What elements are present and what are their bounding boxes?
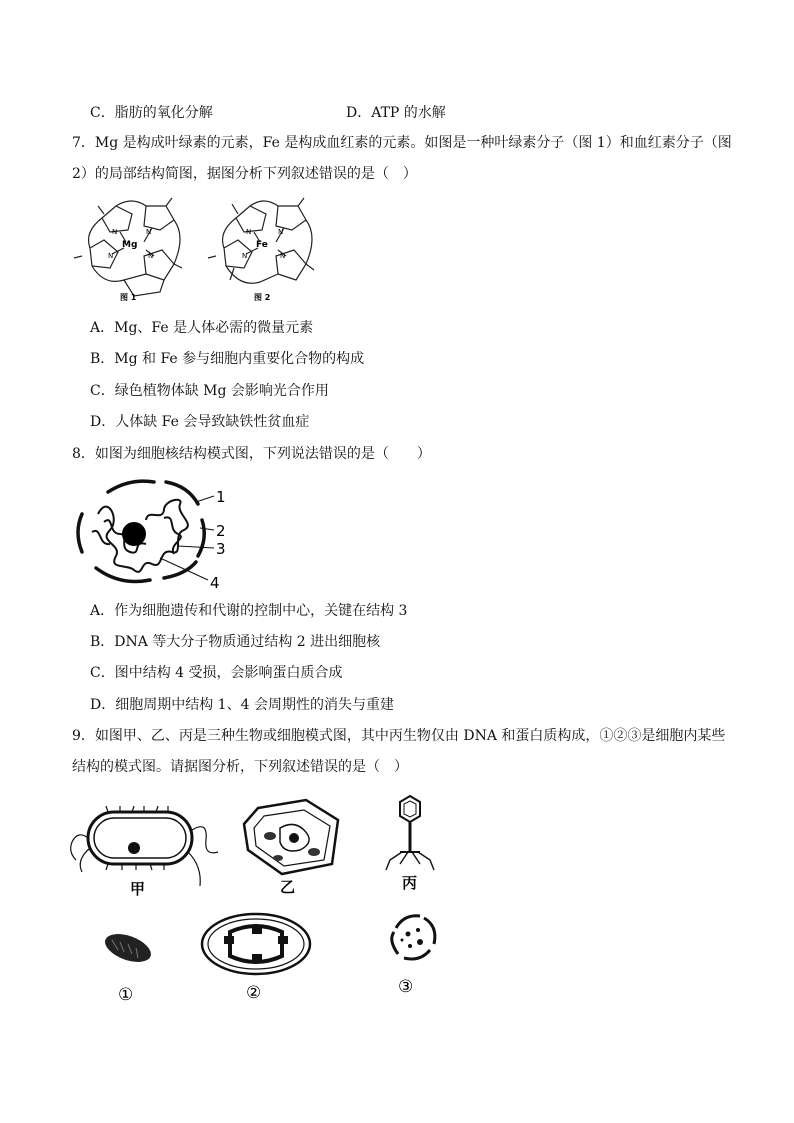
q8-option-c: C．图中结构 4 受损，会影响蛋白质合成 bbox=[90, 665, 343, 681]
q8-stem: 8．如图为细胞核结构模式图，下列说法错误的是（ ） bbox=[72, 446, 431, 462]
plant-nucleus bbox=[289, 833, 299, 843]
label-jia: 甲 bbox=[130, 880, 146, 898]
q6-option-d: D．ATP 的水解 bbox=[346, 105, 446, 121]
label-1: ① bbox=[118, 985, 134, 1005]
q7-stem-line2: 2）的局部结构简图，据图分析下列叙述错误的是（ ） bbox=[72, 166, 417, 182]
fig2-fe-atom: Fe bbox=[256, 240, 268, 250]
q7-molecule-figure bbox=[74, 196, 334, 308]
q8-label-1: 1 bbox=[216, 488, 226, 506]
q8-nucleus-figure bbox=[68, 474, 228, 592]
q9-stem-line1: 9．如图甲、乙、丙是三种生物或细胞模式图，其中丙生物仅由 DNA 和蛋白质构成，①②③是细胞内某些 bbox=[72, 728, 726, 744]
q8-option-d: D．细胞周期中结构 1、4 会周期性的消失与重建 bbox=[90, 697, 394, 713]
nucleolus bbox=[122, 522, 146, 546]
chloroplast bbox=[273, 855, 283, 861]
chloroplast bbox=[308, 848, 320, 856]
mitochondrion-1 bbox=[101, 929, 154, 968]
q7-option-c: C．绿色植物体缺 Mg 会影响光合作用 bbox=[90, 383, 329, 399]
label-3: ③ bbox=[398, 977, 414, 997]
q6-option-c: C．脂肪的氧化分解 bbox=[90, 105, 213, 121]
organelle-3 bbox=[392, 916, 435, 959]
label-yi: 乙 bbox=[280, 878, 296, 896]
q8-option-b: B．DNA 等大分子物质通过结构 2 进出细胞核 bbox=[90, 634, 381, 650]
fig1-mg-atom: Mg bbox=[122, 240, 138, 250]
fig1-n-atom: N bbox=[112, 228, 118, 236]
fig1-n-atom: N bbox=[108, 252, 114, 260]
chloroplast bbox=[264, 832, 276, 840]
label-2: ② bbox=[246, 983, 262, 1003]
q8-label-3: 3 bbox=[216, 540, 226, 558]
fig2-label: 图 2 bbox=[254, 293, 271, 302]
fig2-n-atom: N bbox=[280, 252, 286, 260]
fig1-n-atom: N bbox=[146, 228, 152, 236]
q9-cells-figure bbox=[68, 790, 468, 1010]
phage-bing bbox=[386, 796, 434, 870]
bacterium-jia bbox=[71, 806, 218, 886]
q9-stem-line2: 结构的模式图。请据图分析，下列叙述错误的是（ ） bbox=[72, 759, 408, 775]
fig1-label: 图 1 bbox=[120, 293, 137, 302]
nucleus-2 bbox=[202, 914, 310, 974]
q7-stem-line1: 7．Mg 是构成叶绿素的元素，Fe 是构成血红素的元素。如图是一种叶绿素分子（图 1）和血红素分子（图 bbox=[72, 135, 732, 151]
fig2-n-atom: N bbox=[278, 228, 284, 236]
fig2-n-atom: N bbox=[246, 228, 252, 236]
fig2-n-atom: N bbox=[242, 252, 248, 260]
label-bing: 丙 bbox=[402, 874, 418, 892]
q8-option-a: A．作为细胞遗传和代谢的控制中心，关键在结构 3 bbox=[90, 603, 408, 619]
q8-label-4: 4 bbox=[210, 574, 220, 592]
fig1-n-atom: N bbox=[148, 252, 154, 260]
q8-label-2: 2 bbox=[216, 522, 226, 540]
q7-option-a: A．Mg、Fe 是人体必需的微量元素 bbox=[90, 320, 314, 336]
q7-option-d: D．人体缺 Fe 会导致缺铁性贫血症 bbox=[90, 414, 310, 430]
bacterium-nucleoid bbox=[128, 842, 140, 854]
q7-option-b: B．Mg 和 Fe 参与细胞内重要化合物的构成 bbox=[90, 351, 365, 367]
